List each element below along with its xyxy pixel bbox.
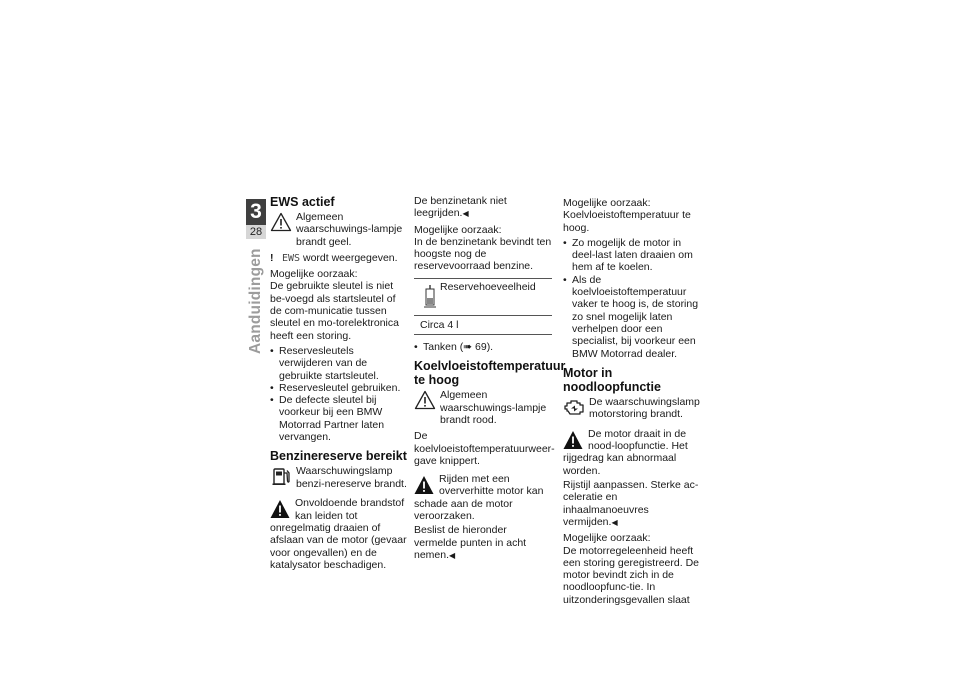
- display-line: [270, 252, 408, 265]
- page-number: 28: [246, 225, 266, 239]
- list-item: • Reservesleutels verwijderen van de gebruikte startsleutel.: [270, 345, 408, 382]
- warning-triangle-icon: [414, 389, 436, 411]
- cause-label: Mogelijke oorzaak:: [563, 197, 651, 209]
- action-list: [563, 237, 703, 360]
- list-item: • Zo mogelijk de motor in deel-last laten draaien om hem af te koelen.: [563, 237, 703, 274]
- fuel-continued-text: [414, 195, 552, 221]
- heading-koelvloeistof: Koelvloeistoftemperatuur te hoog: [414, 359, 566, 388]
- warning-text: Onvoldoende brandstof kan leiden tot onregelmatig draaien of afslaan van de motor (gevaar voor ongevallen) en de katalysator beschadigen.: [270, 497, 407, 571]
- warning-note-text: Rijstijl aanpassen. Sterke ac-celeratie en inhaalmanoeuvres vermijden.: [563, 479, 699, 528]
- bullet-text: Tanken (: [423, 341, 464, 354]
- display-symbol: !: [270, 251, 274, 264]
- warning-note: [563, 479, 703, 529]
- engine-malfunction-icon: [563, 396, 585, 418]
- warning-triangle-icon: [270, 211, 292, 233]
- cause-text: Koelvloeistoftemperatuur te hoog.: [563, 209, 691, 234]
- chapter-number: 3: [246, 199, 266, 225]
- heading-noodloopfunctie: Motor in noodloopfunctie: [563, 365, 661, 394]
- warning-block-fuel: [270, 497, 408, 571]
- warning-block-coolant: [414, 473, 552, 522]
- warning-note: [414, 524, 552, 562]
- indicator-block-ews: [270, 211, 408, 248]
- display-code: EWS: [282, 252, 301, 264]
- page-ref-arrow-icon: ➠: [463, 341, 473, 354]
- list-item: • Als de koelvloeistoftemperatuur vaker te hoog is, de storing zo snel mogelijk laten verhelpen door een specialist, bij voorkeur een BMW Motorrad dealer.: [563, 274, 703, 360]
- end-mark: ◀: [449, 550, 456, 560]
- indicator-block-coolant: [414, 389, 552, 426]
- indicator-text: Waarschuwingslamp benzi-nereserve brandt.: [296, 465, 407, 490]
- reserve-table: [414, 278, 552, 335]
- display-text: wordt weergegeven.: [300, 251, 398, 264]
- indicator-block-fuel: [270, 465, 408, 491]
- list-item: • Reservesleutel gebruiken.: [270, 382, 408, 394]
- cause-text: De motorregeleenheid heeft een storing geregistreerd. De motor bevindt zich in de noodloopfunc-tie. In uitzonderingsgevallen slaat: [563, 544, 699, 606]
- warning-text: De motor draait in de nood-loopfunctie. Het rijgedrag kan abnormaal worden.: [563, 427, 688, 477]
- reserve-value: Circa 4 l: [420, 318, 459, 331]
- column-3: [563, 195, 703, 609]
- cause-label: Mogelijke oorzaak:: [414, 223, 502, 236]
- coolant-text: De koelvloeistoftemperatuurweer-gave knippert.: [414, 430, 555, 467]
- end-mark: ◀: [462, 209, 469, 219]
- cause-text: In de benzinetank bevindt ten hoogste nog de reservevoorraad benzine.: [414, 235, 552, 273]
- indicator-block-engine: [563, 396, 703, 422]
- reserve-table-header: [414, 279, 552, 316]
- cause-label: Mogelijke oorzaak:: [270, 268, 358, 281]
- heading-ews-actief: EWS actief: [270, 195, 335, 209]
- cause-text: De gebruikte sleutel is niet be-voegd als startsleutel of de com-municatie tussen sleutel en mo-torelektronica heeft een storing.: [270, 280, 399, 342]
- reserve-label: Reservehoeveelheid: [440, 280, 536, 293]
- indicator-text: Algemeen waarschuwings-lampje brandt rood.: [440, 389, 547, 426]
- warning-note-text: Beslist de hieronder vermelde punten in acht nemen.: [414, 524, 527, 561]
- list-item: • De defecte sleutel bij voorkeur bij een BMW Motorrad Partner laten vervangen.: [270, 394, 408, 443]
- warning-text: Rijden met een oververhitte motor kan schade aan de motor veroorzaken.: [414, 473, 544, 523]
- warning-triangle-filled-icon: [563, 429, 583, 451]
- warning-triangle-filled-icon: [414, 474, 434, 496]
- fuel-gauge-icon: [423, 283, 437, 313]
- end-mark: ◀: [611, 517, 618, 527]
- heading-benzinereserve: Benzinereserve bereikt: [270, 449, 407, 464]
- action-list: [270, 345, 408, 443]
- warning-triangle-filled-icon: [270, 498, 290, 520]
- page-ref[interactable]: 69).: [472, 341, 494, 354]
- action-list: [414, 341, 552, 353]
- indicator-text: Algemeen waarschuwings-lampje brandt geel.: [296, 211, 403, 248]
- fuel-note: De benzinetank niet leegrijden.: [414, 195, 507, 220]
- column-2: [414, 195, 566, 565]
- cause-label: Mogelijke oorzaak:: [563, 532, 651, 545]
- warning-block-engine: [563, 428, 703, 477]
- list-item: [414, 341, 552, 353]
- indicator-text: De waarschuwingslamp motorstoring brandt.: [589, 395, 700, 421]
- section-label: Aanduidingen: [247, 248, 264, 354]
- fuel-pump-icon: [270, 465, 292, 487]
- column-1: [270, 195, 408, 573]
